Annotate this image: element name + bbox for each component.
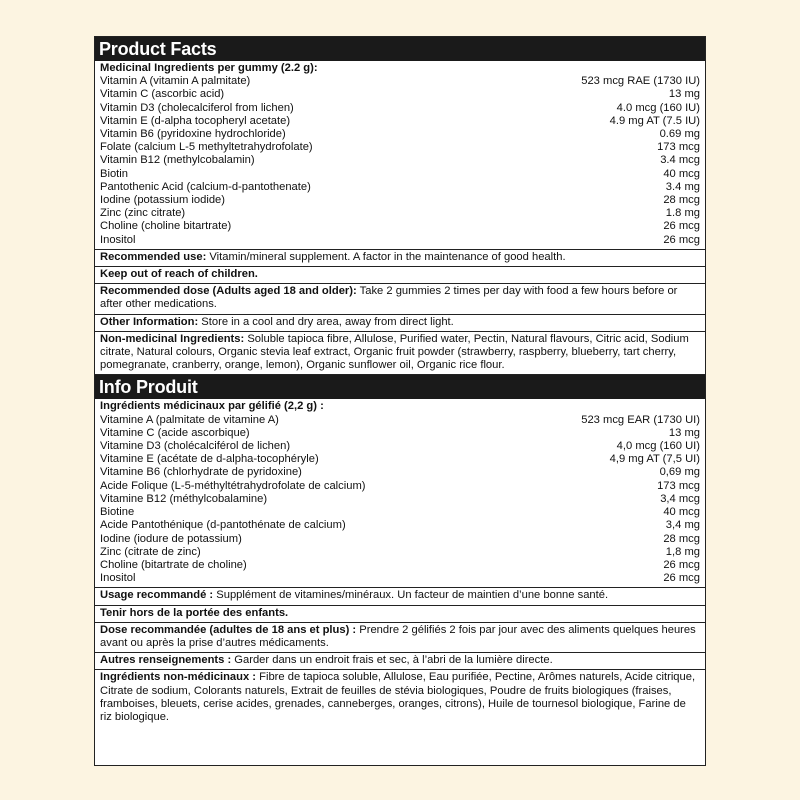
en-recommended-dose: [95, 284, 705, 314]
en-ingredients-section: [95, 61, 705, 250]
fr-ingredients-section: [95, 399, 705, 588]
fr-keep-out-warning: Tenir hors de la portée des enfants.: [95, 606, 705, 623]
en-ingredients-title: Medicinal Ingredients per gummy (2.2 g):: [100, 62, 318, 74]
info-produit-header: Info Produit: [95, 375, 705, 399]
product-facts-header: Product Facts: [95, 37, 705, 61]
ingredient-row: Vitamin B6 (pyridoxine hydrochloride) 0.69 mg: [100, 128, 700, 141]
en-other-information: [95, 315, 705, 332]
en-use-label: Recommended use:: [100, 250, 207, 263]
fr-other-text: Garder dans un endroit frais et sec, à l’abri de la lumière directe.: [231, 654, 553, 667]
ingredient-row: Zinc (citrate de zinc) 1,8 mg: [100, 545, 700, 558]
ingredient-row: Pantothenic Acid (calcium-d-pantothenate) 3.4 mg: [100, 180, 700, 193]
fr-dose-text: Prendre 2 gélifiés 2 fois par jour avec des aliments quelques heures avant ou après la prise d’autres médicaments.: [100, 623, 696, 649]
en-use-text: Vitamin/mineral supplement. A factor in the maintenance of good health.: [206, 250, 566, 263]
en-keep-out-warning: Keep out of reach of children.: [95, 267, 705, 284]
ingredient-row: Acide Pantothénique (d-pantothénate de calcium) 3,4 mg: [100, 519, 700, 532]
en-other-label: Other Information:: [100, 315, 199, 328]
ingredient-row: Vitamin A (vitamin A palmitate) 523 mcg RAE (1730 IU): [100, 75, 700, 88]
ingredient-row: Vitamine A (palmitate de vitamine A) 523 mcg EAR (1730 UI): [100, 413, 700, 426]
ingredient-row: Biotine 40 mcg: [100, 506, 700, 519]
ingredient-row: Iodine (potassium iodide) 28 mcg: [100, 194, 700, 207]
fr-non-medicinal-ingredients: [95, 670, 705, 726]
ingredient-row: Folate (calcium L-5 methyltetrahydrofolate) 173 mcg: [100, 141, 700, 154]
ingredient-row: Vitamin D3 (cholecalciferol from lichen) 4.0 mcg (160 IU): [100, 101, 700, 114]
ingredient-row: Choline (choline bitartrate) 26 mcg: [100, 220, 700, 233]
ingredient-row: Biotin 40 mcg: [100, 167, 700, 180]
ingredient-row: Iodine (iodure de potassium) 28 mcg: [100, 532, 700, 545]
en-nonmed-label: Non-medicinal Ingredients:: [100, 332, 245, 345]
fr-other-label: Autres renseignements :: [100, 654, 232, 667]
ingredient-row: Vitamin B12 (methylcobalamin) 3.4 mcg: [100, 154, 700, 167]
ingredient-row: Vitamin E (d-alpha tocopheryl acetate) 4.9 mg AT (7.5 IU): [100, 114, 700, 127]
product-facts-panel: [94, 36, 706, 766]
ingredient-row: Vitamine D3 (cholécalciférol de lichen) 4,0 mcg (160 UI): [100, 440, 700, 453]
ingredient-row: Vitamine B6 (chlorhydrate de pyridoxine) 0,69 mg: [100, 466, 700, 479]
fr-nonmed-label: Ingrédients non-médicinaux :: [100, 671, 257, 684]
ingredient-row: Acide Folique (L-5-méthyltétrahydrofolate de calcium) 173 mcg: [100, 479, 700, 492]
ingredient-row: Vitamine C (acide ascorbique) 13 mg: [100, 426, 700, 439]
en-recommended-use: [95, 250, 705, 267]
fr-usage-recommande: [95, 588, 705, 605]
fr-dose-recommandee: [95, 623, 705, 653]
fr-nonmed-text: Fibre de tapioca soluble, Allulose, Eau purifiée, Pectine, Arômes naturels, Acide citrique, Citrate de sodium, Colorants naturels, Extrait de feuilles de stévia biologiques, Poudre de fruits biologiques (fraises, framboises, bleuets, cerise acides, grenades, canneberges, oranges, citrons), Huile de tournesol biologique, Farine de riz biologique.: [100, 671, 696, 723]
ingredient-row: Zinc (zinc citrate) 1.8 mg: [100, 207, 700, 220]
fr-ingredient-list: [100, 414, 700, 586]
ingredient-row: Inositol 26 mcg: [100, 572, 700, 585]
ingredient-row: Vitamine B12 (méthylcobalamine) 3,4 mcg: [100, 492, 700, 505]
fr-ingredients-title: Ingrédients médicinaux par gélifié (2,2 g) :: [100, 400, 324, 413]
en-ingredient-list: [100, 75, 700, 247]
ingredient-row: Choline (bitartrate de choline) 26 mcg: [100, 558, 700, 571]
en-dose-text: Take 2 gummies 2 times per day with food a few hours before or after other medications.: [100, 285, 678, 311]
fr-use-label: Usage recommandé :: [100, 589, 214, 602]
en-non-medicinal-ingredients: [95, 332, 705, 376]
en-dose-label: Recommended dose (Adults aged 18 and older):: [100, 285, 357, 298]
ingredient-row: Vitamine E (acétate de d-alpha-tocophéryle) 4,9 mg AT (7,5 UI): [100, 453, 700, 466]
ingredient-row: Vitamin C (ascorbic acid) 13 mg: [100, 88, 700, 101]
en-other-text: Store in a cool and dry area, away from direct light.: [198, 315, 454, 328]
fr-autres-renseignements: [95, 653, 705, 670]
fr-use-text: Supplément de vitamines/minéraux. Un facteur de maintien d’une bonne santé.: [213, 589, 609, 602]
en-nonmed-text: Soluble tapioca fibre, Allulose, Purified water, Pectin, Natural flavours, Citric acid, Sodium citrate, Natural colours, Organic stevia leaf extract, Organic fruit powder (strawberry, raspberry, blueberry, tart cherry, pomegranate, cranberry, orange, lemon), Organic sunflower oil, Organic rice flour.: [100, 332, 689, 372]
fr-dose-label: Dose recommandée (adultes de 18 ans et plus) :: [100, 623, 357, 636]
ingredient-row: Inositol 26 mcg: [100, 233, 700, 246]
